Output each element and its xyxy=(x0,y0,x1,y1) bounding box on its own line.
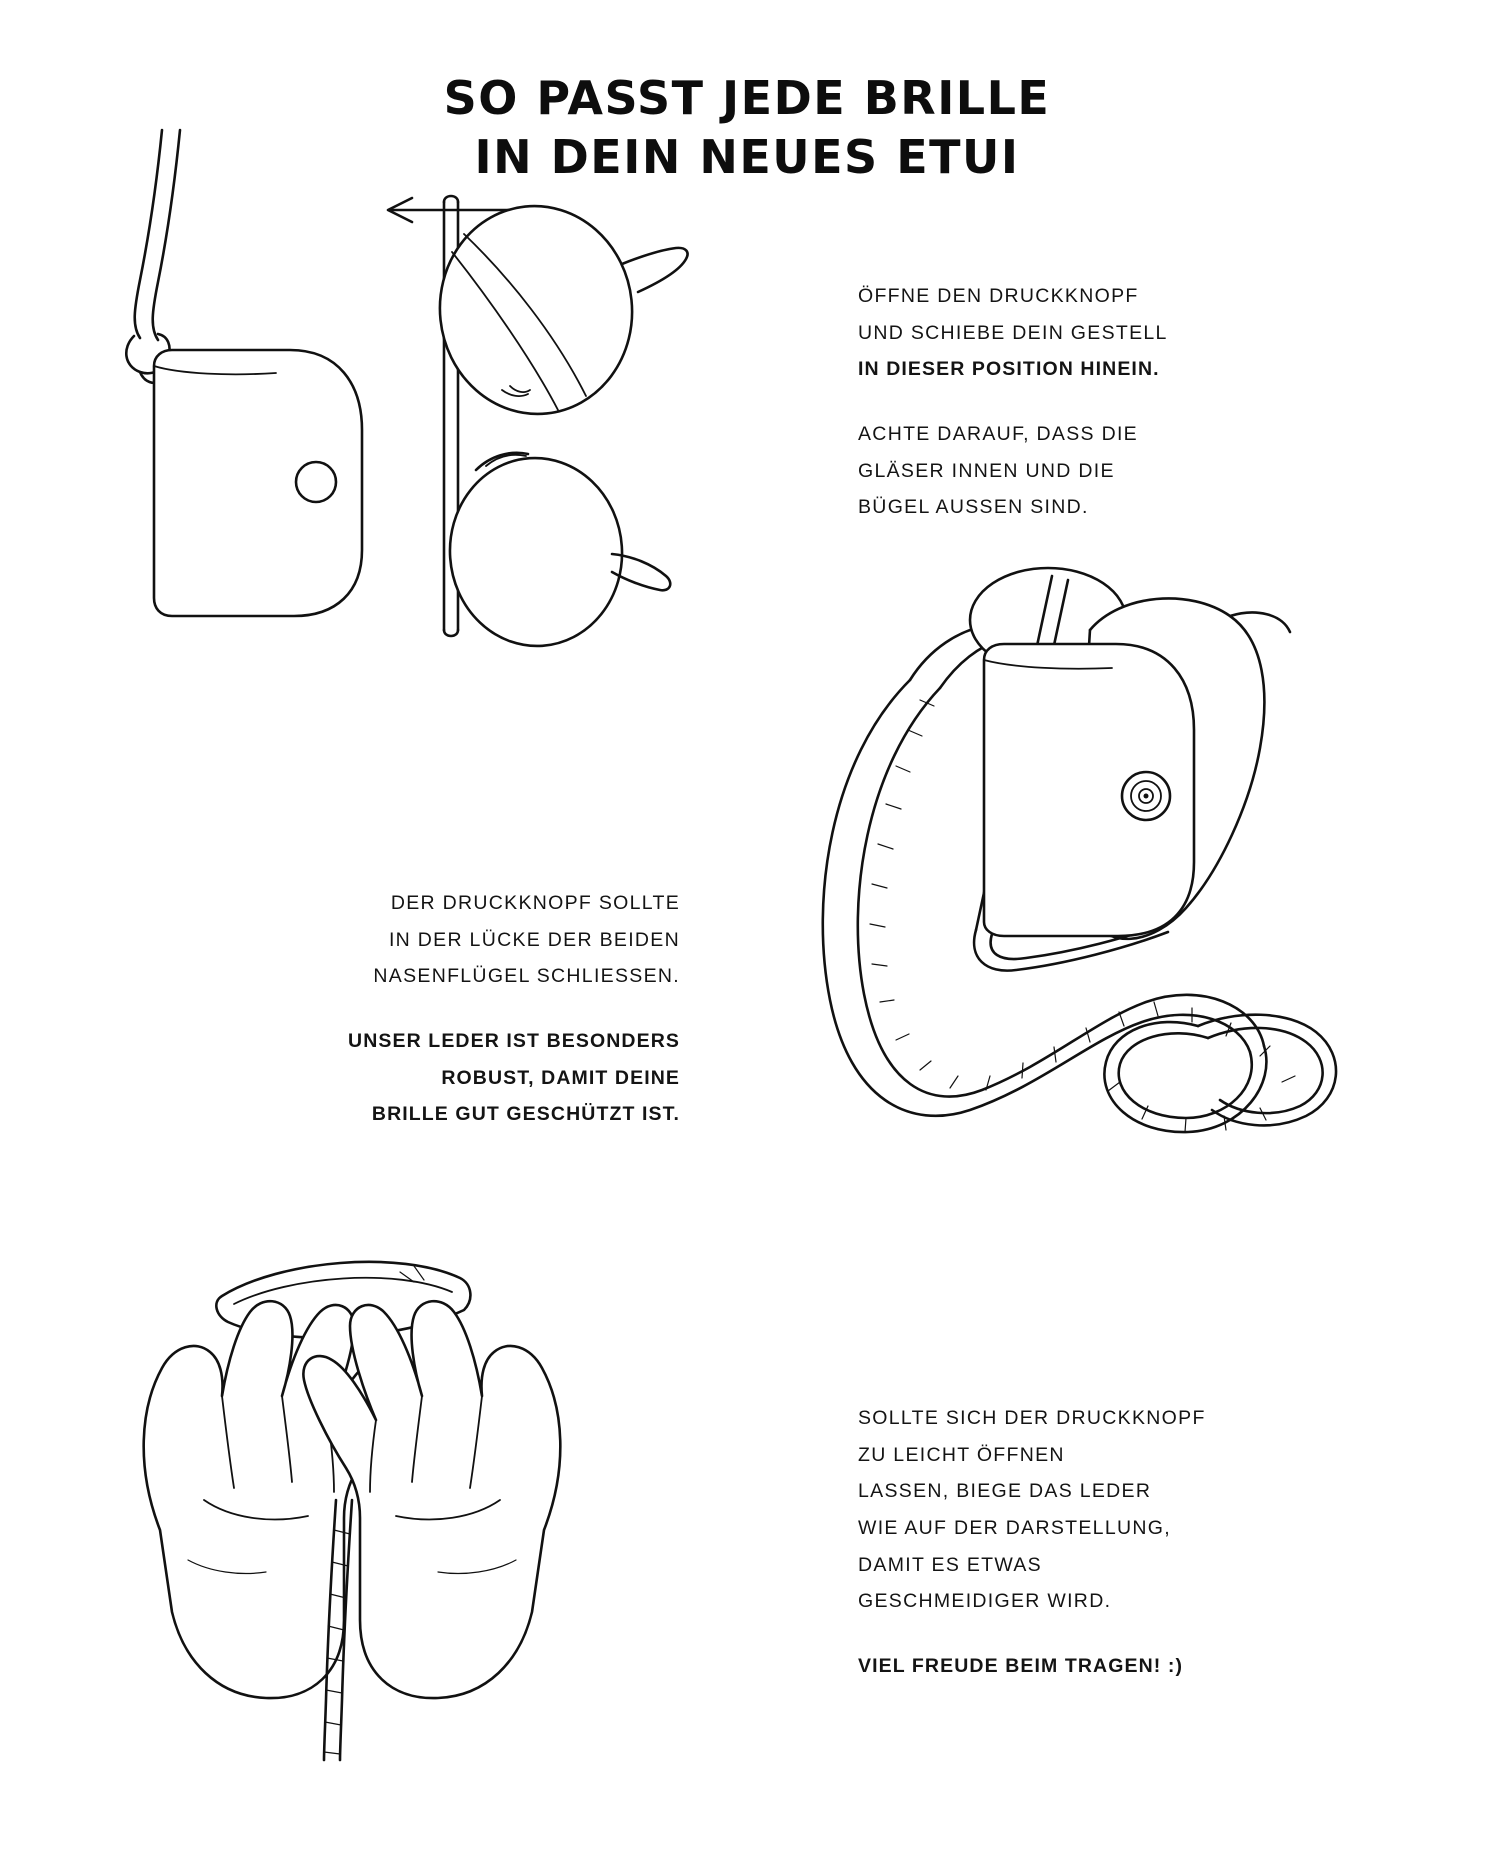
page-title-line-2: IN DEIN NEUES ETUI xyxy=(474,129,1020,184)
leather-case-front-icon xyxy=(984,644,1194,936)
instruction-snap-gap-line-6: BRILLE GUT GESCHÜTZT IST. xyxy=(371,1103,680,1126)
instruction-soften-line-5: DAMIT ES ETWAS xyxy=(858,1553,1042,1576)
instruction-snap-gap-line-4: UNSER LEDER IST BESONDERS xyxy=(348,1029,680,1052)
illustration-folded-glasses xyxy=(360,160,780,680)
instruction-open-snap-line-2: UND SCHIEBE DEIN GESTELL xyxy=(858,321,1168,344)
instruction-snap-gap-line-5: ROBUST, DAMIT DEINE xyxy=(441,1066,680,1089)
instruction-soften-line-1: SOLLTE SICH DER DRUCKKNOPF xyxy=(858,1407,1206,1429)
instruction-soften-leather xyxy=(858,1400,1298,1685)
instruction-open-snap-line-3: IN DIESER POSITION HINEIN. xyxy=(858,358,1160,381)
instruction-soften-line-3: LASSEN, BIEGE DAS LEDER xyxy=(858,1480,1152,1503)
instruction-open-snap xyxy=(858,278,1278,526)
illustration-hands-bending-case xyxy=(100,1200,660,1760)
instruction-soften-line-4: WIE AUF DER DARSTELLUNG, xyxy=(858,1516,1171,1539)
closing-message: VIEL FREUDE BEIM TRAGEN! :) xyxy=(858,1654,1184,1677)
instruction-open-snap-line-5: GLÄSER INNEN UND DIE xyxy=(858,459,1115,482)
instruction-snap-gap-line-3: NASENFLÜGEL SCHLIESSEN. xyxy=(373,965,680,988)
glasses-upper-lens-icon xyxy=(430,197,688,424)
instruction-snap-gap xyxy=(300,885,680,1133)
instruction-open-snap-line-1: ÖFFNE DEN DRUCKKNOPF xyxy=(858,285,1139,307)
illustration-case-with-strap xyxy=(790,570,1410,1290)
instruction-open-snap-line-4: ACHTE DARAUF, DASS DIE xyxy=(858,422,1138,445)
instruction-snap-gap-line-2: IN DER LÜCKE DER BEIDEN xyxy=(388,928,680,951)
page-title-line-1: SO PASST JEDE BRILLE xyxy=(443,70,1051,125)
cord-loop-icon xyxy=(126,130,180,383)
leather-case-icon xyxy=(154,350,362,616)
glasses-lower-lens-icon xyxy=(444,452,671,652)
instruction-open-snap-line-6: BÜGEL AUSSEN SIND. xyxy=(858,496,1089,519)
instruction-soften-line-6: GESCHMEIDIGER WIRD. xyxy=(858,1590,1112,1613)
instruction-soften-line-2: ZU LEICHT ÖFFNEN xyxy=(858,1443,1065,1466)
instruction-snap-gap-line-1: DER DRUCKKNOPF SOLLTE xyxy=(390,892,680,914)
